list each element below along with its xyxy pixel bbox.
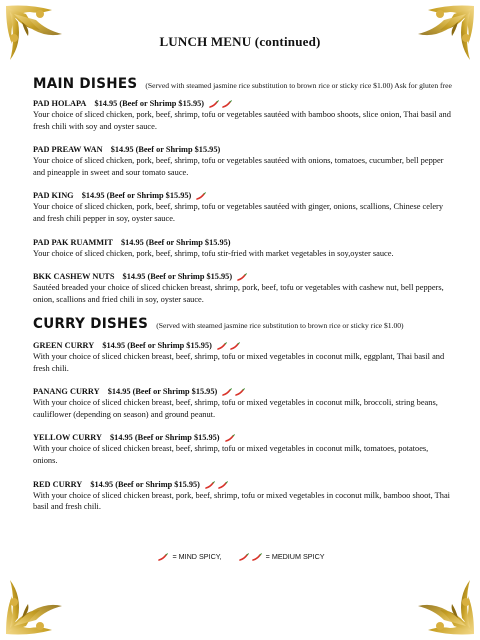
section-title: MAIN DISHES: [33, 75, 138, 93]
spice-indicator: [206, 99, 232, 108]
item-description: With your choice of sliced chicken breast, pork, beef, shrimp, tofu or mixed vegetables in coconut milk, bamboo shoot, Thai basil and fresh chili.: [33, 490, 450, 512]
section-title: CURRY DISHES: [33, 315, 149, 333]
item-name: PAD KING: [33, 191, 74, 201]
chili-pepper-icon: [235, 388, 245, 396]
spice-indicator: [222, 433, 235, 442]
gold-scroll-ornament-icon: [400, 560, 480, 640]
chili-pepper-icon: [217, 342, 227, 350]
item-description: Sautéed breaded your choice of sliced chicken breast, shrimp, pork, beef, tofu or vegetables with cashew nut, bell peppers, onion, scallions and fried chili in soy, oyster sauce.: [33, 283, 444, 304]
spice-indicator: [234, 272, 247, 281]
spice-indicator: [202, 480, 228, 489]
chili-pepper-icon: [230, 342, 240, 350]
spice-indicator: [193, 191, 206, 200]
menu-item: [33, 479, 453, 513]
menu-item: [33, 271, 453, 305]
section-header: [33, 76, 453, 92]
mild-spicy-icon: [155, 552, 168, 561]
section-note: (Served with steamed jasmine rice substitution to brown rice or sticky rice $1.00) Ask for gluten free: [145, 81, 452, 90]
main-dishes-section: [33, 76, 453, 305]
menu-item: [33, 237, 453, 260]
item-description: With your choice of sliced chicken breast, beef, shrimp, tofu or mixed vegetables in coconut milk, tomatoes, potatoes, onions.: [33, 444, 429, 465]
item-name: YELLOW CURRY: [33, 433, 102, 443]
spice-indicator: [214, 341, 240, 350]
item-name: PAD PREAW WAN: [33, 145, 103, 155]
legend-mild-label: = MIND SPICY,: [172, 552, 222, 562]
gold-scroll-ornament-icon: [0, 560, 80, 640]
item-price: $14.95 (Beef or Shrimp $15.95): [122, 272, 233, 282]
chili-pepper-icon: [239, 553, 249, 561]
chili-pepper-icon: [209, 100, 219, 108]
item-name: BKK CASHEW NUTS: [33, 272, 115, 282]
item-name: PANANG CURRY: [33, 387, 100, 397]
medium-spicy-icon: [236, 552, 262, 561]
page-title: LUNCH MENU (continued): [159, 34, 321, 49]
chili-pepper-icon: [205, 481, 215, 489]
menu-item: [33, 386, 453, 420]
chili-pepper-icon: [158, 553, 168, 561]
item-price: $14.95 (Beef or Shrimp $15.95): [107, 387, 218, 397]
item-price: $14.95 (Beef or Shrimp $15.95): [94, 99, 205, 108]
spice-indicator: [219, 387, 245, 396]
item-name: RED CURRY: [33, 479, 83, 489]
chili-pepper-icon: [222, 100, 232, 108]
menu-item: [33, 144, 453, 178]
chili-pepper-icon: [218, 481, 228, 489]
section-header: [33, 316, 453, 332]
item-price: $14.95 (Beef or Shrimp $15.95): [90, 479, 200, 489]
chili-pepper-icon: [222, 388, 232, 396]
chili-pepper-icon: [225, 434, 235, 442]
section-note: (Served with steamed jasmine rice substitution to brown rice or sticky rice $1.00): [156, 321, 404, 330]
item-price: $14.95 (Beef or Shrimp $15.95): [120, 237, 231, 247]
item-description: Your choice of sliced chicken, pork, beef, shrimp, tofu stir-fried with market vegetables in soy,oyster sauce.: [33, 248, 394, 258]
chili-pepper-icon: [237, 273, 247, 281]
spice-legend: [0, 552, 480, 561]
item-description: Your choice of sliced chicken, pork, beef, shrimp, tofu or vegetables sautéed with ginger, onions, scallions, Chinese celery and fresh chili pepper in soy, oyster sauce.: [33, 202, 444, 223]
item-price: $14.95 (Beef or Shrimp $15.95): [110, 433, 220, 443]
menu-item: [33, 98, 453, 132]
item-description: Your choice of sliced chicken, pork, beef, shrimp, tofu or vegetables sautéed with bamboo shoots, slice onion, Thai basil and fresh chili with soy and oyster sauce.: [33, 110, 451, 131]
item-price: $14.95 (Beef or Shrimp $15.95): [110, 145, 221, 155]
chili-pepper-icon: [196, 192, 206, 200]
item-description: With your choice of sliced chicken breast, beef, shrimp, tofu or mixed vegetables in coconut milk, eggplant, Thai basil and fresh chili.: [33, 352, 445, 373]
curry-dishes-section: [33, 316, 453, 513]
item-price: $14.95 (Beef or Shrimp $15.95): [102, 341, 212, 350]
menu-item: [33, 190, 453, 224]
item-name: PAD HOLAPA: [33, 99, 87, 108]
legend-medium-label: = MEDIUM SPICY: [265, 552, 325, 562]
item-description: Your choice of sliced chicken, pork, beef, shrimp, tofu or vegetables sautéed with onions, tomatoes, cucumber, bell pepper and pineapple in sweet and sour tomato sauce.: [33, 156, 444, 177]
item-price: $14.95 (Beef or Shrimp $15.95): [81, 191, 192, 201]
item-name: GREEN CURRY: [33, 341, 95, 350]
item-description: With your choice of sliced chicken breast, beef, shrimp, tofu or mixed vegetables in coconut milk, broccoli, string beans, cauliflower (depending on season) and ground peanut.: [33, 398, 438, 419]
item-name: PAD PAK RUAMMIT: [33, 237, 113, 247]
menu-item: [33, 340, 453, 374]
chili-pepper-icon: [252, 553, 262, 561]
menu-item: [33, 432, 453, 466]
